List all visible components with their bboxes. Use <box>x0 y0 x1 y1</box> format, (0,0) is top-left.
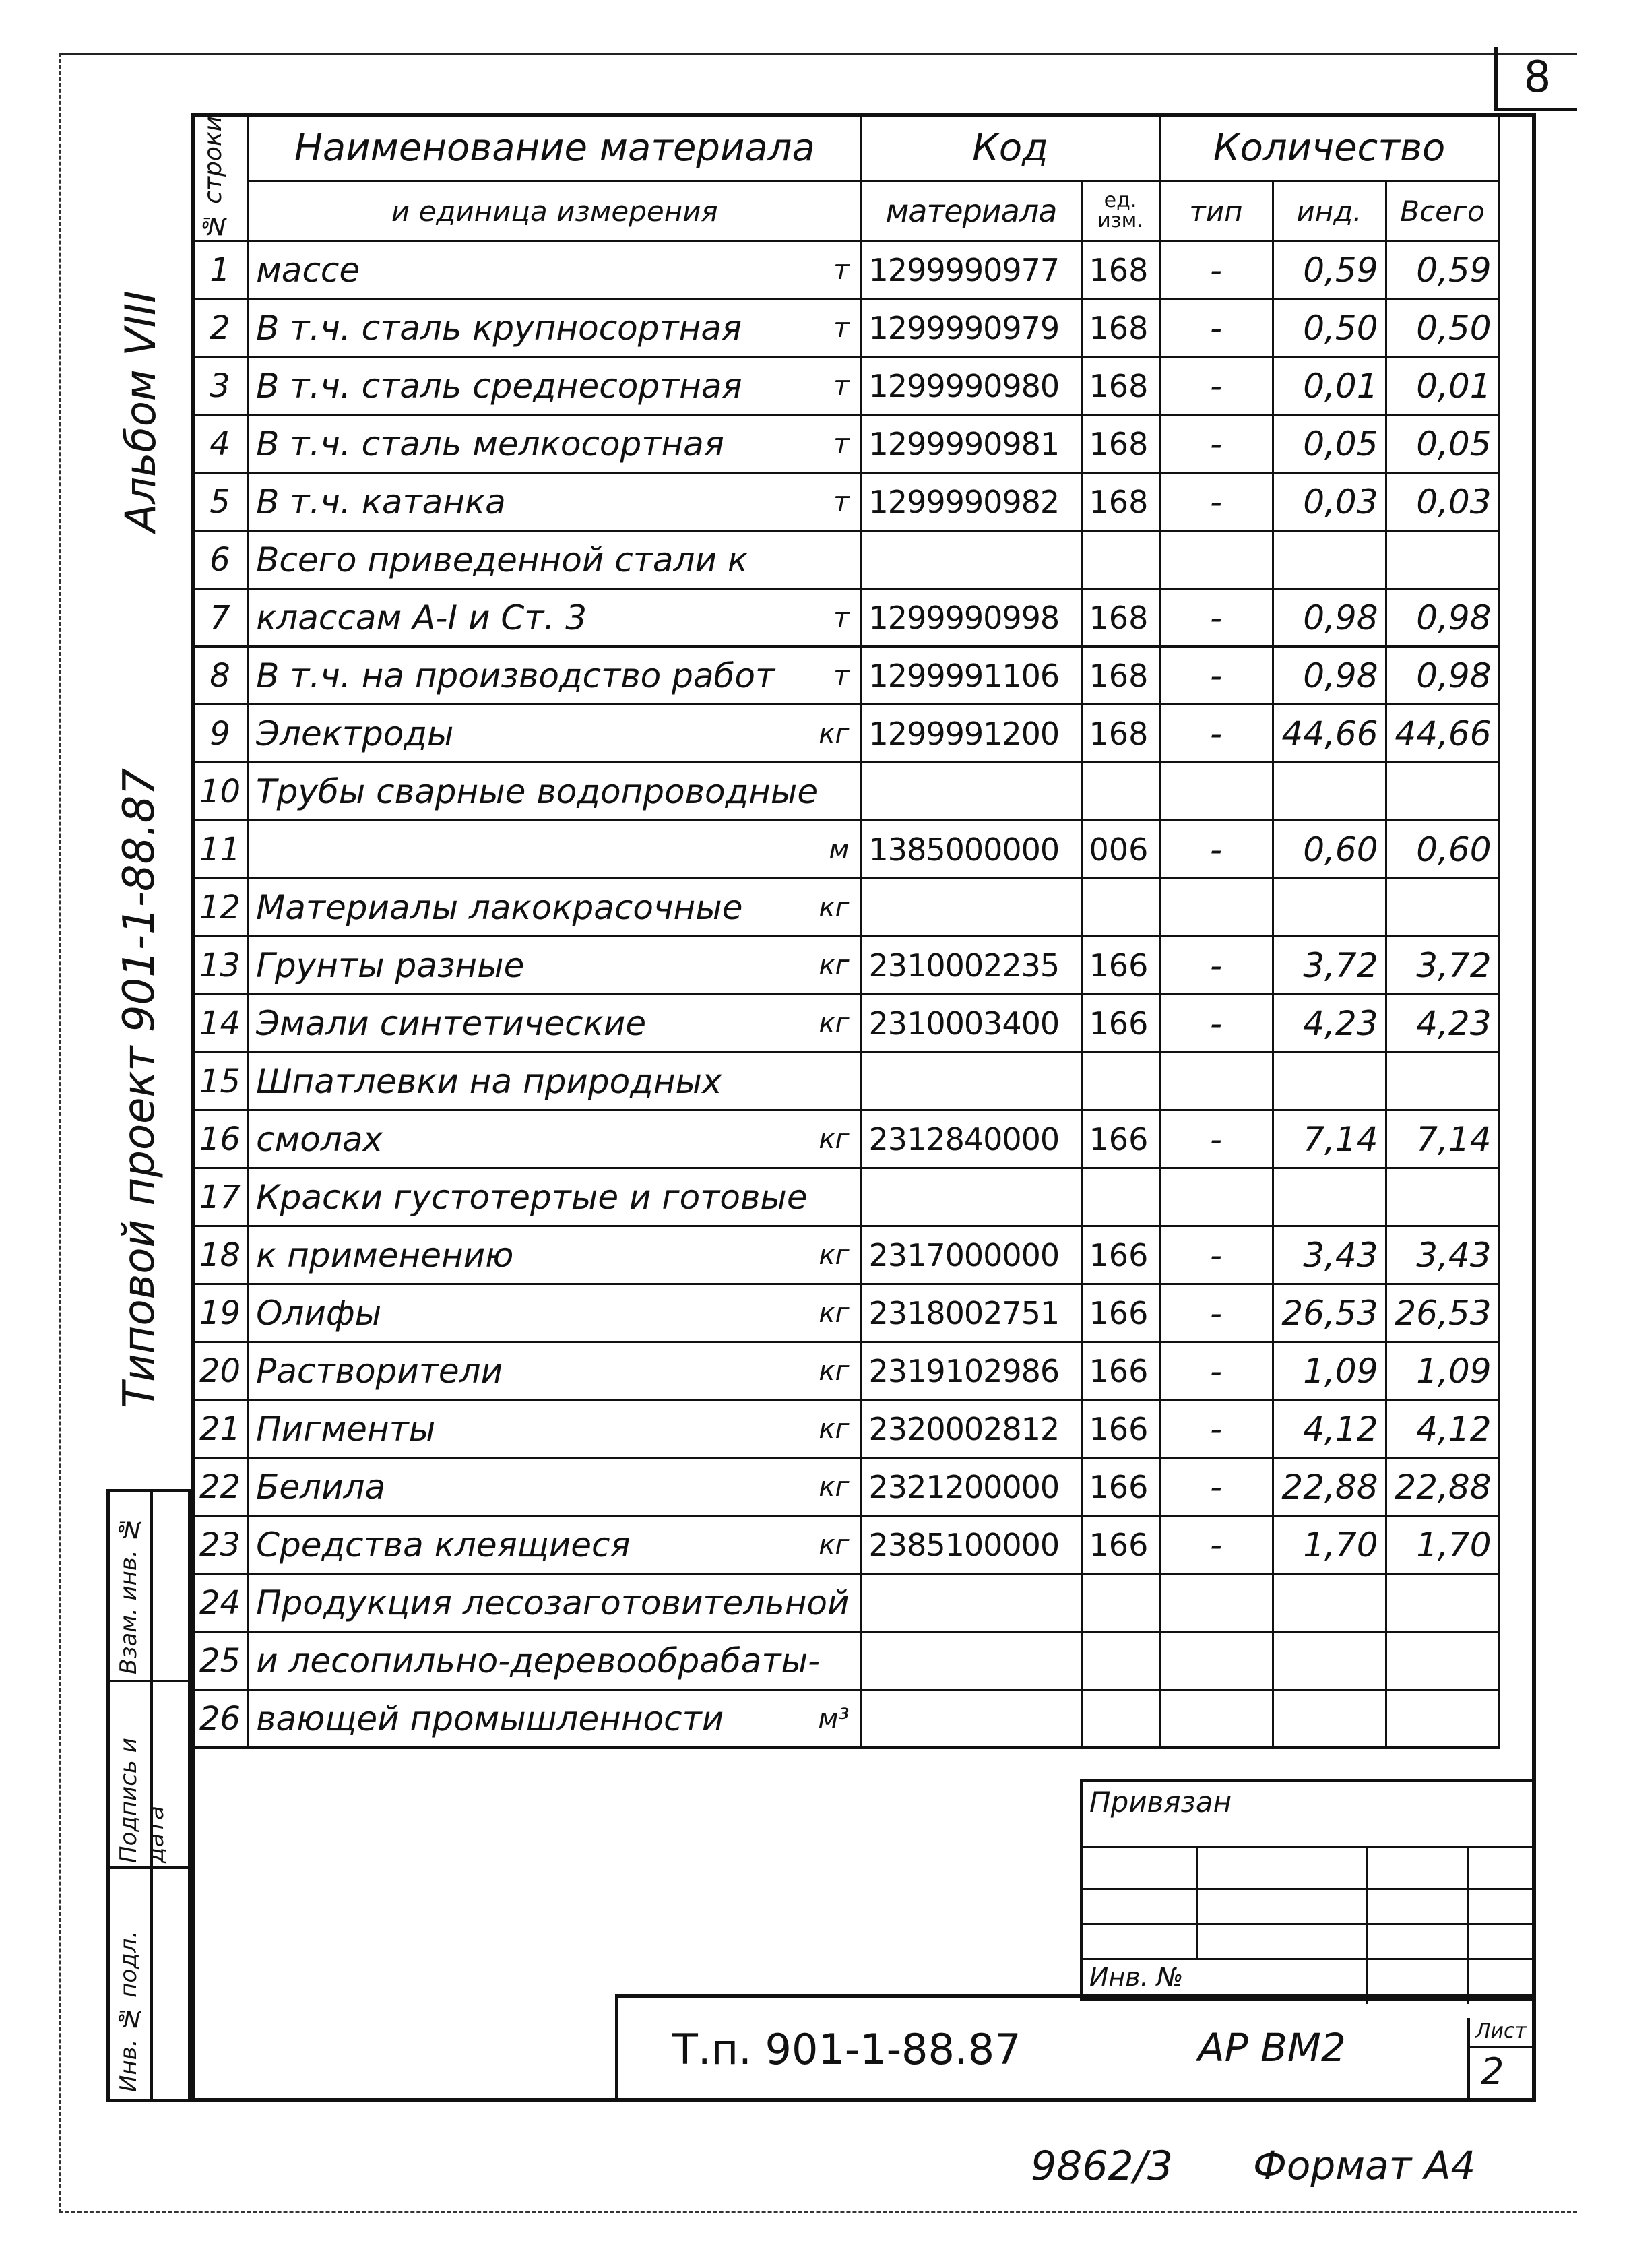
qty-type: - <box>1159 821 1273 879</box>
album-label: Альбом VIII <box>116 290 165 532</box>
header-quantity: Количество <box>1159 115 1499 181</box>
measure-unit: кг <box>819 891 850 923</box>
measure-unit: кг <box>819 1529 850 1561</box>
row-number: 25 <box>192 1632 249 1690</box>
material-name: В т.ч. сталь крупносортная <box>256 308 742 348</box>
material-name: и лесопильно-деревообрабаты- <box>256 1641 821 1680</box>
material-name: смолах <box>256 1119 383 1159</box>
footer-format: Формат А4 <box>1253 2143 1476 2188</box>
qty-total: 0,03 <box>1386 473 1499 531</box>
material-name: Олифы <box>256 1293 382 1333</box>
row-number: 2 <box>192 299 249 357</box>
header-row-number: № строки <box>192 115 249 241</box>
material-name: Трубы сварные водопроводные <box>256 771 819 811</box>
qty-type: - <box>1159 937 1273 995</box>
material-name: Материалы лакокрасочные <box>256 887 743 927</box>
qty-type: - <box>1159 1342 1273 1400</box>
material-name: Продукция лесозаготовительной <box>256 1583 850 1623</box>
measure-unit: кг <box>819 1007 850 1039</box>
unit-code: 166 <box>1081 995 1159 1052</box>
binding-inv-label: Инв. № <box>1089 1962 1184 1992</box>
material-name: В т.ч. на производство работ <box>256 656 775 695</box>
row-number: 3 <box>192 357 249 415</box>
row-number: 1 <box>192 241 249 299</box>
qty-type: - <box>1159 415 1273 473</box>
header-code-material: материала <box>861 181 1081 241</box>
unit-code: 168 <box>1081 647 1159 705</box>
row-number: 20 <box>192 1342 249 1400</box>
qty-total: 22,88 <box>1386 1458 1499 1516</box>
material-code: 1299990981 <box>861 415 1081 473</box>
row-number: 24 <box>192 1574 249 1632</box>
qty-type: - <box>1159 1458 1273 1516</box>
measure-unit: кг <box>819 1123 850 1155</box>
material-code: 1299991200 <box>861 705 1081 763</box>
row-number: 23 <box>192 1516 249 1574</box>
side-approval-stamp <box>106 1489 191 2102</box>
stamp-swap-inv: Взам. инв. № <box>115 1515 142 1674</box>
qty-total: 7,14 <box>1386 1110 1499 1168</box>
row-number: 13 <box>192 937 249 995</box>
qty-type: - <box>1159 995 1273 1052</box>
material-code: 2385100000 <box>861 1516 1081 1574</box>
qty-type: - <box>1159 299 1273 357</box>
qty-total: 0,98 <box>1386 647 1499 705</box>
row-number: 15 <box>192 1052 249 1110</box>
qty-total: 3,72 <box>1386 937 1499 995</box>
measure-unit: кг <box>819 1239 850 1271</box>
header-qty-ind: инд. <box>1273 181 1386 241</box>
qty-type: - <box>1159 1110 1273 1168</box>
qty-type: - <box>1159 1400 1273 1458</box>
row-number: 22 <box>192 1458 249 1516</box>
unit-code: 166 <box>1081 937 1159 995</box>
qty-ind: 3,43 <box>1273 1226 1386 1284</box>
footer-number: 9862/3 <box>1031 2143 1174 2190</box>
row-number: 17 <box>192 1168 249 1226</box>
stamp-sign-date: Подпись и дата <box>115 1738 169 1863</box>
material-code: 2312840000 <box>861 1110 1081 1168</box>
row-number: 4 <box>192 415 249 473</box>
row-number: 6 <box>192 531 249 589</box>
unit-code: 168 <box>1081 705 1159 763</box>
material-name: В т.ч. катанка <box>256 482 506 522</box>
qty-ind: 0,98 <box>1273 589 1386 647</box>
row-number: 16 <box>192 1110 249 1168</box>
qty-ind: 0,05 <box>1273 415 1386 473</box>
measure-unit: т <box>833 312 850 344</box>
material-code: 2310003400 <box>861 995 1081 1052</box>
material-code: 1299991106 <box>861 647 1081 705</box>
unit-code: 166 <box>1081 1342 1159 1400</box>
row-number: 19 <box>192 1284 249 1342</box>
sheet-number: 8 <box>1494 47 1577 111</box>
qty-ind: 0,01 <box>1273 357 1386 415</box>
qty-type: - <box>1159 357 1273 415</box>
measure-unit: кг <box>819 718 850 749</box>
qty-total: 44,66 <box>1386 705 1499 763</box>
measure-unit: кг <box>819 1297 850 1329</box>
unit-code: 168 <box>1081 357 1159 415</box>
header-name-line1: Наименование материала <box>249 115 861 181</box>
material-name: Краски густотертые и готовые <box>256 1177 808 1217</box>
material-name: В т.ч. сталь мелкосортная <box>256 424 724 464</box>
row-number: 7 <box>192 589 249 647</box>
stamp-inv-orig: Инв. № подл. <box>115 1930 142 2092</box>
material-code: 2318002751 <box>861 1284 1081 1342</box>
row-number: 10 <box>192 763 249 821</box>
qty-ind: 4,12 <box>1273 1400 1386 1458</box>
row-number: 12 <box>192 879 249 937</box>
qty-total: 1,70 <box>1386 1516 1499 1574</box>
unit-code: 168 <box>1081 241 1159 299</box>
material-name: вающей промышленности <box>256 1699 724 1738</box>
qty-total: 0,01 <box>1386 357 1499 415</box>
material-code: 1299990982 <box>861 473 1081 531</box>
material-code: 1299990977 <box>861 241 1081 299</box>
qty-ind: 0,50 <box>1273 299 1386 357</box>
qty-type: - <box>1159 473 1273 531</box>
material-code: 2321200000 <box>861 1458 1081 1516</box>
qty-ind: 26,53 <box>1273 1284 1386 1342</box>
measure-unit: т <box>833 486 850 517</box>
row-number: 26 <box>192 1690 249 1748</box>
qty-ind: 0,03 <box>1273 473 1386 531</box>
material-name: Грунты разные <box>256 945 525 985</box>
material-name: к применению <box>256 1235 514 1275</box>
row-number: 8 <box>192 647 249 705</box>
qty-ind: 3,72 <box>1273 937 1386 995</box>
sheet-label: Лист <box>1475 2019 1527 2043</box>
measure-unit: кг <box>819 1355 850 1387</box>
measure-unit: кг <box>819 1471 850 1503</box>
unit-code: 168 <box>1081 415 1159 473</box>
qty-type: - <box>1159 647 1273 705</box>
material-name: Шпатлевки на природных <box>256 1061 722 1101</box>
row-number: 11 <box>192 821 249 879</box>
unit-code: 166 <box>1081 1400 1159 1458</box>
qty-ind: 0,59 <box>1273 241 1386 299</box>
unit-code: 166 <box>1081 1226 1159 1284</box>
header-qty-total: Всего <box>1386 181 1499 241</box>
material-name: Пигменты <box>256 1409 436 1449</box>
measure-unit: м <box>829 833 850 865</box>
material-name: Белила <box>256 1467 386 1507</box>
measure-unit: кг <box>819 949 850 981</box>
material-name: Эмали синтетические <box>256 1003 647 1043</box>
qty-type: - <box>1159 241 1273 299</box>
unit-code: 168 <box>1081 299 1159 357</box>
material-code: 2319102986 <box>861 1342 1081 1400</box>
material-name: В т.ч. сталь среднесортная <box>256 366 742 406</box>
header-code-unit: ед. изм. <box>1081 181 1159 241</box>
doc-section: АР ВМ2 <box>1198 2025 1346 2071</box>
measure-unit: т <box>833 370 850 402</box>
material-name: классам А-I и Ст. 3 <box>256 598 587 637</box>
material-name: Всего приведенной стали к <box>256 540 748 579</box>
qty-ind: 22,88 <box>1273 1458 1386 1516</box>
unit-code: 168 <box>1081 589 1159 647</box>
row-number: 14 <box>192 995 249 1052</box>
qty-ind: 1,09 <box>1273 1342 1386 1400</box>
unit-code: 166 <box>1081 1284 1159 1342</box>
material-code: 1385000000 <box>861 821 1081 879</box>
header-qty-type: тип <box>1159 181 1273 241</box>
qty-total: 0,59 <box>1386 241 1499 299</box>
material-name: Растворители <box>256 1351 503 1391</box>
material-name: Электроды <box>256 714 454 753</box>
drawing-frame <box>191 113 1536 2102</box>
qty-ind: 0,60 <box>1273 821 1386 879</box>
unit-code: 006 <box>1081 821 1159 879</box>
qty-type: - <box>1159 1284 1273 1342</box>
qty-type: - <box>1159 1226 1273 1284</box>
qty-total: 4,12 <box>1386 1400 1499 1458</box>
qty-ind: 7,14 <box>1273 1110 1386 1168</box>
material-code: 1299990980 <box>861 357 1081 415</box>
material-code: 1299990998 <box>861 589 1081 647</box>
row-number: 18 <box>192 1226 249 1284</box>
binding-label: Привязан <box>1089 1786 1232 1819</box>
header-name-line2: и единица измерения <box>249 181 861 241</box>
qty-type: - <box>1159 705 1273 763</box>
doc-code: Т.п. 901-1-88.87 <box>672 2025 1021 2074</box>
material-name: массе <box>256 250 360 290</box>
header-code: Код <box>861 115 1159 181</box>
qty-type: - <box>1159 589 1273 647</box>
row-number: 9 <box>192 705 249 763</box>
material-name: Средства клеящиеся <box>256 1525 631 1565</box>
qty-ind: 4,23 <box>1273 995 1386 1052</box>
material-code: 2320002812 <box>861 1400 1081 1458</box>
qty-total: 0,98 <box>1386 589 1499 647</box>
unit-code: 166 <box>1081 1458 1159 1516</box>
qty-total: 0,05 <box>1386 415 1499 473</box>
qty-total: 26,53 <box>1386 1284 1499 1342</box>
material-code: 1299990979 <box>861 299 1081 357</box>
measure-unit: т <box>833 254 850 286</box>
material-code: 2310002235 <box>861 937 1081 995</box>
unit-code: 168 <box>1081 473 1159 531</box>
qty-ind: 44,66 <box>1273 705 1386 763</box>
measure-unit: м³ <box>818 1703 850 1734</box>
measure-unit: кг <box>819 1413 850 1445</box>
qty-total: 1,09 <box>1386 1342 1499 1400</box>
qty-ind: 0,98 <box>1273 647 1386 705</box>
unit-code: 166 <box>1081 1516 1159 1574</box>
qty-ind: 1,70 <box>1273 1516 1386 1574</box>
qty-type: - <box>1159 1516 1273 1574</box>
measure-unit: т <box>833 660 850 691</box>
qty-total: 4,23 <box>1386 995 1499 1052</box>
project-label: Типовой проект 901-1-88.87 <box>115 767 164 1408</box>
row-number: 21 <box>192 1400 249 1458</box>
qty-total: 0,50 <box>1386 299 1499 357</box>
qty-total: 3,43 <box>1386 1226 1499 1284</box>
material-code: 2317000000 <box>861 1226 1081 1284</box>
row-number: 5 <box>192 473 249 531</box>
measure-unit: т <box>833 428 850 460</box>
measure-unit: т <box>833 602 850 633</box>
qty-total: 0,60 <box>1386 821 1499 879</box>
unit-code: 166 <box>1081 1110 1159 1168</box>
sheet-value: 2 <box>1481 2050 1504 2093</box>
